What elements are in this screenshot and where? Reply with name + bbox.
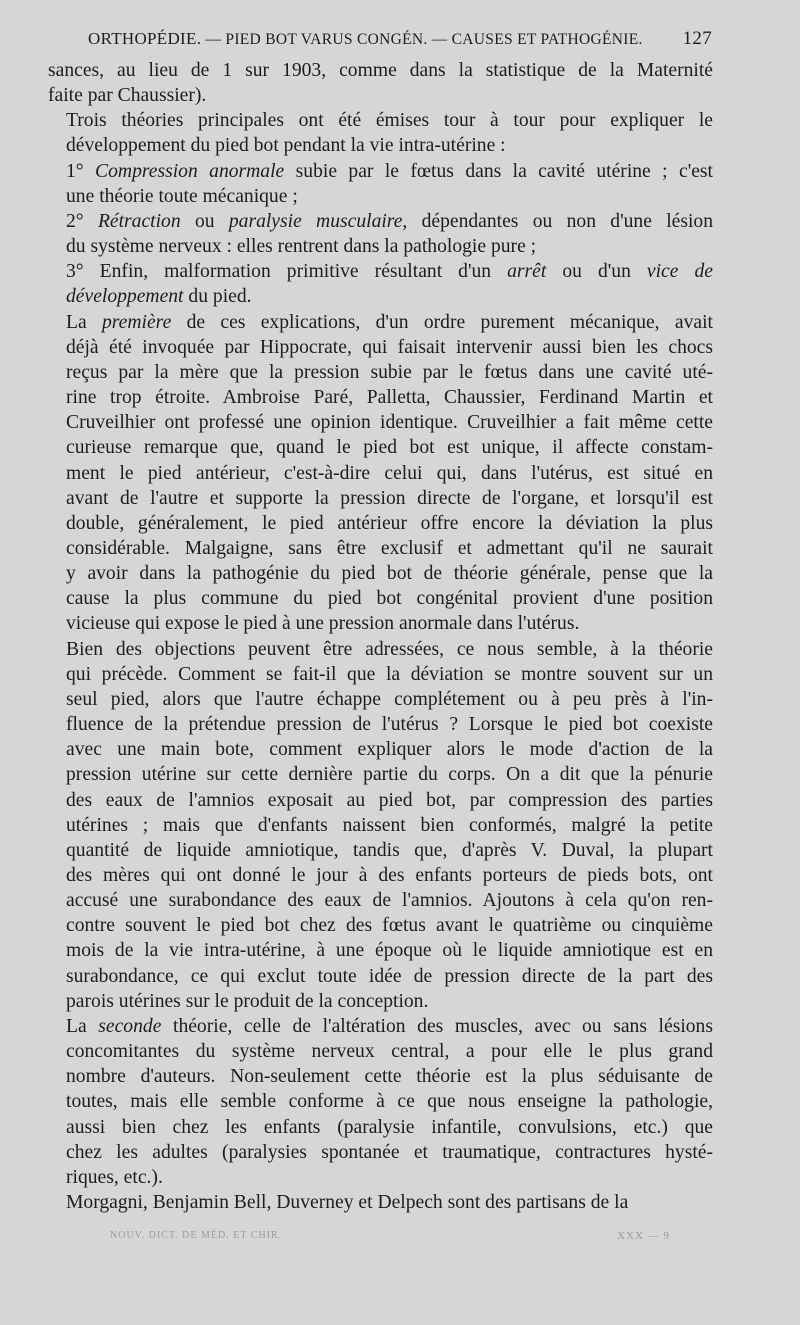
text-line: des eaux de l'amnios exposait au pied bot, par compression des parties: [66, 789, 713, 811]
paragraph: [48, 259, 713, 309]
text-line: Bien des objections peuvent être adressées, ce nous semble, à la théorie: [66, 638, 713, 660]
text-line: Trois théories principales ont été émises tour à tour pour expliquer le: [66, 110, 713, 132]
running-head-title: [88, 29, 643, 49]
text-line: 1° Compression anormale subie par le fœtus dans la cavité utérine ; c'est: [66, 160, 713, 182]
text-line: sances, au lieu de 1 sur 1903, comme dans la statistique de la Maternité: [48, 60, 713, 81]
text-line: utérines ; mais que d'enfants naissent bien conformés, malgré la petite: [66, 814, 713, 836]
text-line: chez les adultes (paralysies spontanée et traumatique, contractures hysté-: [66, 1141, 713, 1163]
text-line: La première de ces explications, d'un ordre purement mécanique, avait: [66, 311, 713, 333]
text-line: aussi bien chez les enfants (paralysie infantile, convulsions, etc.) que: [66, 1116, 713, 1138]
page-footer: [110, 1230, 670, 1242]
text-line: y avoir dans la pathogénie du pied bot de théorie générale, pense que la: [66, 563, 713, 585]
text-line: seul pied, alors que l'autre échappe complétement ou à peu près à l'in-: [66, 688, 713, 710]
text-line: développement du pied bot pendant la vie intra-utérine :: [66, 135, 506, 157]
running-head: [88, 28, 712, 50]
text-line: mois de la vie intra-utérine, à une époque où le liquide amniotique est en: [66, 940, 713, 962]
text-line: des mères qui ont donné le jour à des enfants porteurs de pieds bots, ont: [66, 865, 713, 886]
text-line: curieuse remarque que, quand le pied bot est unique, il affecte constam-: [66, 437, 713, 459]
running-head-title-rest: — PIED BOT VARUS CONGÉN. — CAUSES ET PATHOGÉNIE.: [201, 31, 643, 48]
paragraph: [48, 58, 713, 108]
text-line: avant de l'autre et supporte la pression directe de l'organe, et lorsqu'il est: [66, 487, 713, 509]
text-line: avec une main bote, comment expliquer alors le mode d'action de la: [66, 739, 713, 761]
paragraph: [48, 209, 713, 259]
text-line: rine trop étroite. Ambroise Paré, Palletta, Chaussier, Ferdinand Martin et: [66, 387, 713, 409]
paragraph: [48, 1014, 713, 1190]
text-line: 2° Rétraction ou paralysie musculaire, dépendantes ou non d'une lésion: [66, 210, 714, 232]
text-line: cause la plus commune du pied bot congénital provient d'une position: [66, 588, 713, 610]
text-line: Morgagni, Benjamin Bell, Duverney et Delpech sont des partisans de la: [66, 1192, 629, 1214]
text-line: double, généralement, le pied antérieur offre encore la déviation la plus: [66, 512, 713, 534]
text-line: reçus par la mère que la pression subie par le fœtus dans une cavité uté-: [66, 361, 713, 383]
text-line: nombre d'auteurs. Non-seulement cette théorie est la plus séduisante de: [66, 1066, 713, 1088]
text-line: 3° Enfin, malformation primitive résultant d'un arrêt ou d'un vice de: [66, 261, 713, 283]
text-line: fluence de la prétendue pression de l'utérus ? Lorsque le pied bot coexiste: [66, 714, 713, 736]
text-line: considérable. Malgaigne, sans être exclusif et admettant qu'il ne saurait: [66, 537, 713, 559]
text-line: surabondance, ce qui exclut toute idée de pression directe de la part des: [66, 965, 713, 987]
running-head-title-first: ORTHOPÉDIE.: [88, 29, 202, 48]
text-line: qui précède. Comment se fait-il que la déviation se montre souvent sur un: [66, 663, 713, 685]
text-line: accusé une surabondance des eaux de l'amnios. Ajoutons à cela qu'on ren-: [66, 890, 713, 912]
text-line: vicieuse qui expose le pied à une pression anormale dans l'utérus.: [66, 613, 580, 635]
text-line: déjà été invoquée par Hippocrate, qui faisait intervenir aussi bien les chocs: [66, 336, 713, 358]
footer-sheet-number: XXX — 9: [617, 1230, 670, 1242]
paragraph: [48, 637, 713, 1014]
text-line: pression utérine sur cette dernière partie du corps. On a dit que la pénurie: [66, 764, 713, 786]
paragraph: [48, 108, 713, 158]
text-line: parois utérines sur le produit de la conception.: [66, 990, 429, 1012]
body-text: [48, 58, 713, 1215]
text-line: La seconde théorie, celle de l'altération des muscles, avec ou sans lésions: [66, 1015, 713, 1037]
paragraph: [48, 159, 713, 209]
paragraph: [48, 1190, 713, 1215]
text-line: quantité de liquide amniotique, tandis que, d'après V. Duval, la plupart: [66, 839, 713, 861]
text-line: une théorie toute mécanique ;: [66, 185, 298, 207]
page-number: 127: [682, 28, 712, 49]
paragraph: [48, 310, 713, 637]
footer-signature: NOUV. DICT. DE MÉD. ET CHIR.: [110, 1230, 283, 1241]
text-line: concomitantes du système nerveux central, a pour elle le plus grand: [66, 1041, 713, 1063]
text-line: développement du pied.: [66, 286, 252, 308]
text-line: toutes, mais elle semble conforme à ce que nous enseigne la pathologie,: [66, 1091, 713, 1113]
text-line: riques, etc.).: [66, 1166, 163, 1188]
text-line: ment le pied antérieur, c'est-à-dire celui qui, dans l'utérus, est situé en: [66, 462, 713, 484]
text-line: faite par Chaussier).: [48, 85, 207, 107]
text-line: du système nerveux : elles rentrent dans la pathologie pure ;: [66, 236, 537, 258]
text-line: contre souvent le pied bot chez des fœtus avant le quatrième ou cinquième: [66, 915, 713, 937]
text-line: Cruveilhier ont professé une opinion identique. Cruveilhier a fait même cette: [66, 412, 713, 434]
